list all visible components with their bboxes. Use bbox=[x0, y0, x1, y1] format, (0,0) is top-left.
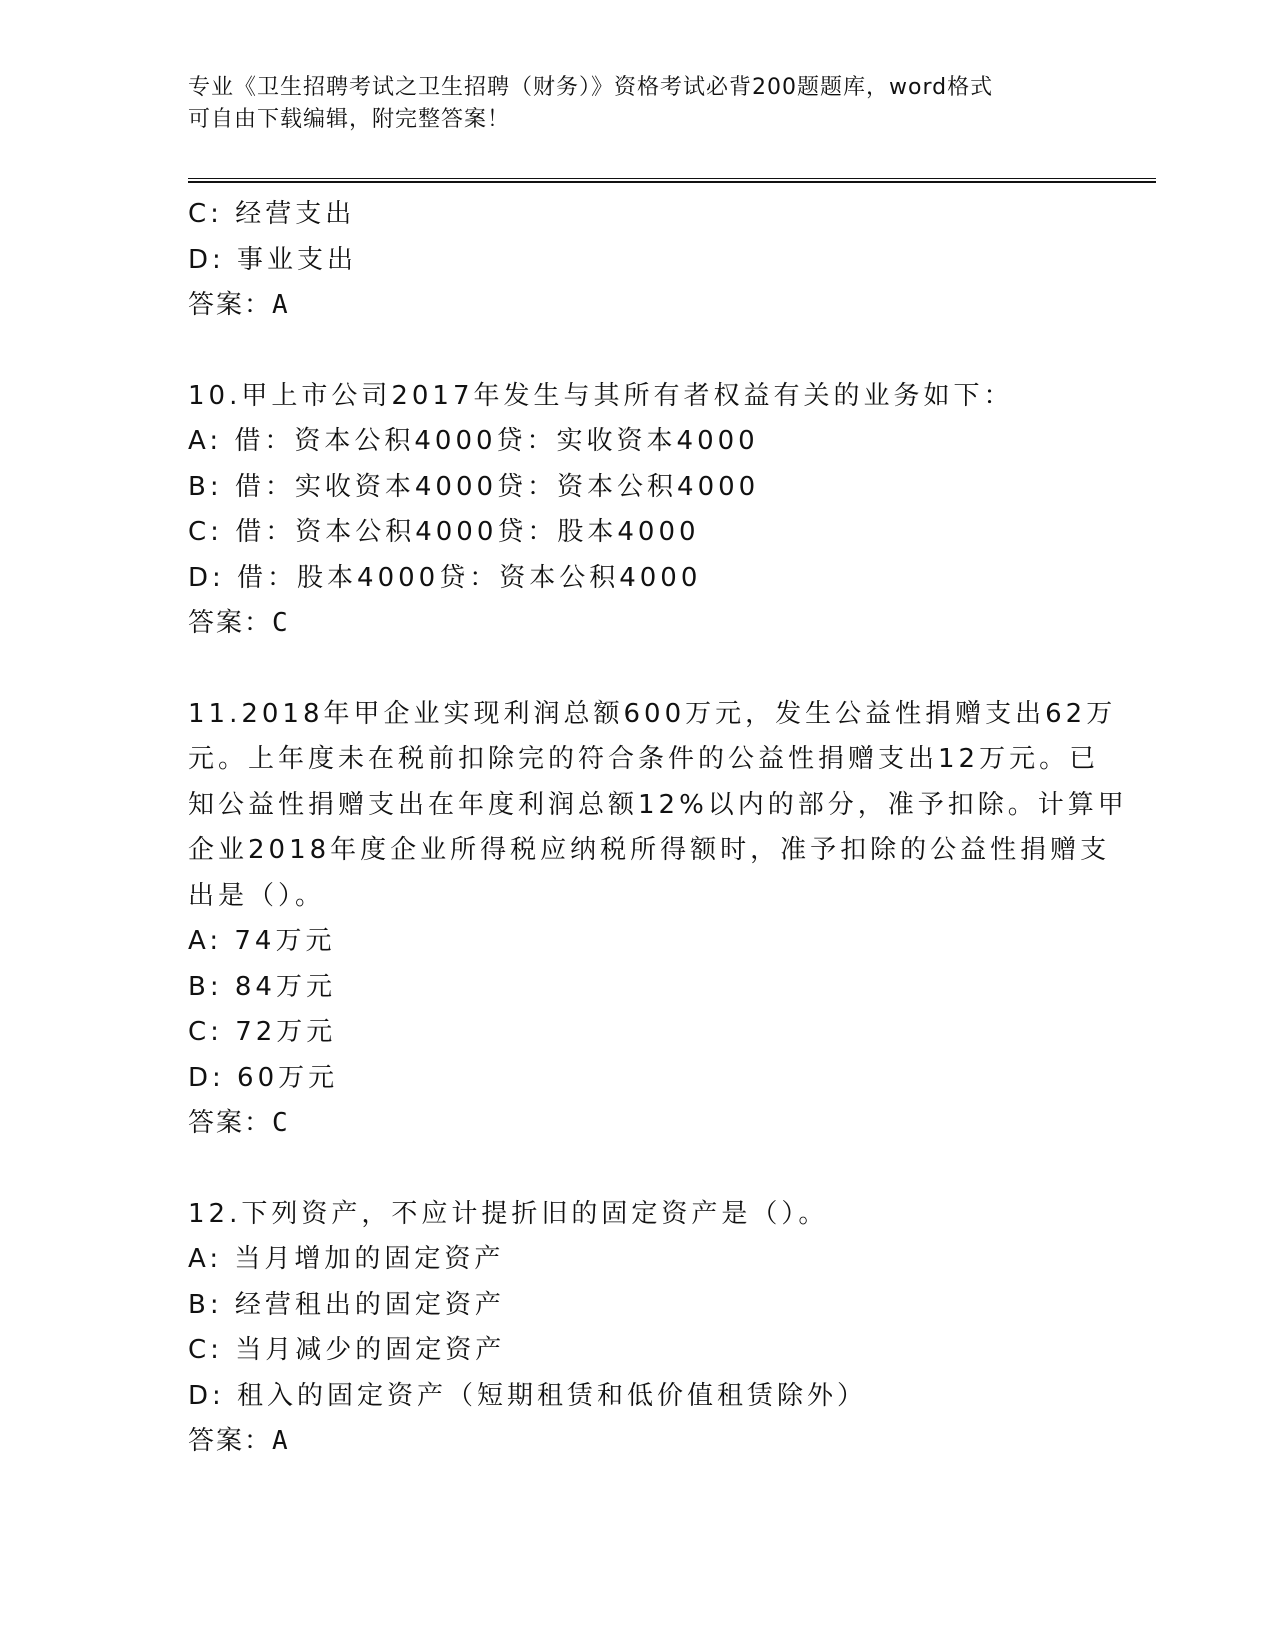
question-stem: 出是（）。 bbox=[188, 880, 326, 911]
question-stem: 元。上年度未在税前扣除完的符合条件的公益性捐赠支出12万元。已 bbox=[188, 744, 1100, 774]
option-item bbox=[188, 192, 1088, 238]
document-body bbox=[188, 192, 1128, 1465]
option-label: A: bbox=[188, 426, 223, 456]
option-text: 借：实收资本4000贷：资本公积4000 bbox=[234, 471, 760, 502]
answer-line bbox=[188, 283, 1088, 329]
option-label: A: bbox=[188, 1244, 223, 1274]
question-stem: 企业2018年度企业所得税应纳税所得额时，准予扣除的公益性捐赠支 bbox=[188, 835, 1111, 865]
carryover-block bbox=[188, 192, 1088, 329]
answer-line bbox=[188, 1101, 1088, 1147]
question-11 bbox=[188, 692, 1128, 1147]
option-item bbox=[188, 1374, 1088, 1420]
option-label: C: bbox=[188, 517, 223, 547]
option-item bbox=[188, 238, 1088, 284]
option-text: 60万元 bbox=[237, 1062, 339, 1093]
option-text: 84万元 bbox=[234, 971, 336, 1002]
answer-value: A bbox=[272, 290, 290, 320]
option-item bbox=[188, 919, 1088, 965]
option-item bbox=[188, 556, 1088, 602]
answer-label: 答案： bbox=[188, 290, 273, 320]
option-label: D: bbox=[188, 1380, 225, 1411]
page-header bbox=[188, 72, 1088, 136]
option-label: B: bbox=[188, 471, 223, 502]
option-text: 74万元 bbox=[234, 926, 336, 956]
question-stem: 10.甲上市公司2017年发生与其所有者权益有关的业务如下： bbox=[188, 380, 1014, 411]
option-item bbox=[188, 1328, 1088, 1374]
option-text: 借：股本4000贷：资本公积4000 bbox=[237, 562, 702, 593]
answer-value: A bbox=[272, 1426, 290, 1456]
option-label: A: bbox=[188, 926, 223, 956]
option-text: 当月减少的固定资产 bbox=[235, 1335, 506, 1365]
question-stem: 12.下列资产，不应计提折旧的固定资产是（）。 bbox=[188, 1198, 829, 1229]
option-item bbox=[188, 1056, 1088, 1102]
option-text: 事业支出 bbox=[237, 244, 358, 275]
option-text: 经营支出 bbox=[235, 199, 356, 229]
answer-label: 答案： bbox=[188, 608, 273, 638]
option-label: C: bbox=[188, 1335, 223, 1365]
question-12 bbox=[188, 1192, 1088, 1465]
header-line-2: 可自由下载编辑，附完整答案！ bbox=[188, 107, 511, 132]
option-text: 72万元 bbox=[235, 1017, 337, 1047]
option-text: 经营租出的固定资产 bbox=[234, 1289, 505, 1320]
option-item bbox=[188, 465, 1088, 511]
question-stem: 知公益性捐赠支出在年度利润总额12%以内的部分，准予扣除。计算甲 bbox=[188, 789, 1128, 820]
option-label: B: bbox=[188, 1289, 223, 1320]
answer-line bbox=[188, 1419, 1088, 1465]
option-text: 借：资本公积4000贷：实收资本4000 bbox=[234, 426, 759, 456]
answer-value: C bbox=[272, 608, 290, 638]
answer-label: 答案： bbox=[188, 1426, 273, 1456]
option-item bbox=[188, 1010, 1088, 1056]
option-item bbox=[188, 1237, 1088, 1283]
answer-line bbox=[188, 601, 1088, 647]
option-text: 租入的固定资产（短期租赁和低价值租赁除外） bbox=[237, 1380, 868, 1411]
header-line-1: 专业《卫生招聘考试之卫生招聘（财务）》资格考试必背200题题库，word格式 bbox=[188, 75, 994, 100]
question-stem: 11.2018年甲企业实现利润总额600万元，发生公益性捐赠支出62万 bbox=[188, 698, 1117, 729]
question-10 bbox=[188, 374, 1088, 647]
option-item bbox=[188, 419, 1088, 465]
answer-value: C bbox=[272, 1108, 290, 1138]
option-item bbox=[188, 965, 1088, 1011]
option-text: 借：资本公积4000贷：股本4000 bbox=[235, 517, 700, 547]
option-label: C: bbox=[188, 1017, 223, 1047]
option-item bbox=[188, 1283, 1088, 1329]
option-label: D: bbox=[188, 244, 225, 275]
option-text: 当月增加的固定资产 bbox=[234, 1244, 505, 1274]
header-divider bbox=[188, 178, 1156, 183]
option-label: D: bbox=[188, 562, 225, 593]
option-item bbox=[188, 510, 1088, 556]
option-label: D: bbox=[188, 1062, 225, 1093]
option-label: B: bbox=[188, 971, 223, 1002]
option-label: C: bbox=[188, 199, 223, 229]
answer-label: 答案： bbox=[188, 1108, 273, 1138]
